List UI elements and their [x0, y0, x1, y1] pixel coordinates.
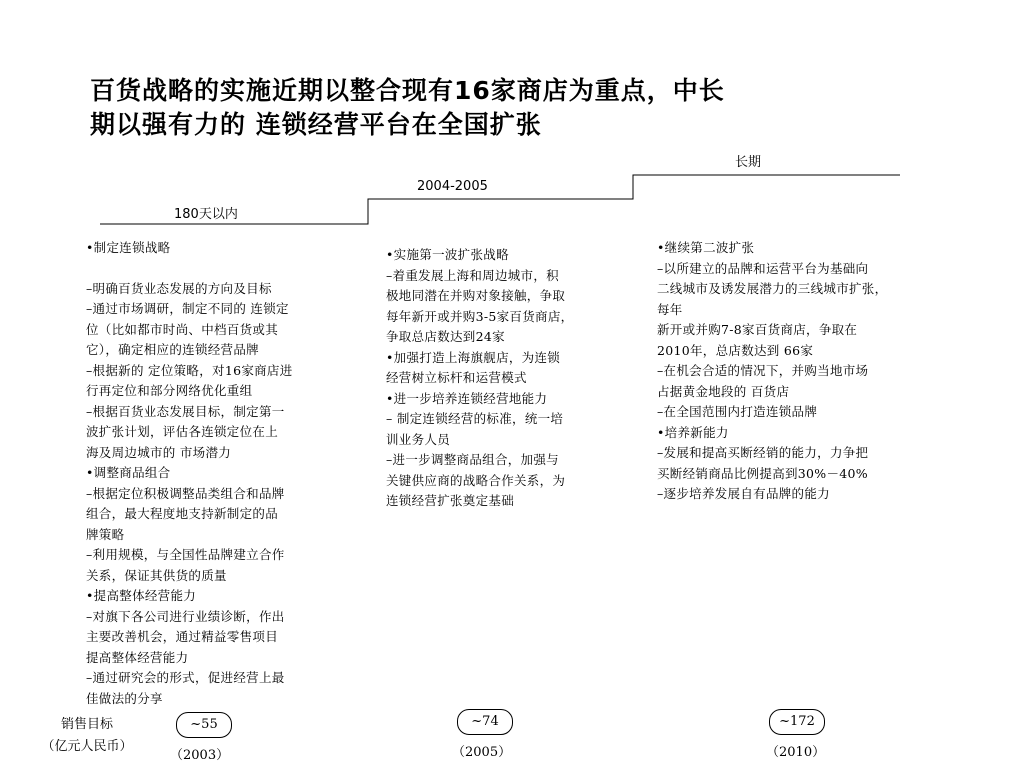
column-text-line: 占据黄金地段的 百货店 — [657, 383, 790, 399]
column-text-line: –进一步调整商品组合，加强与 — [386, 452, 559, 467]
column-text-line: 佳做法的分享 — [86, 690, 163, 706]
phase-label-near-term: 180天以内 — [174, 207, 238, 222]
column-text-line: 争取总店数达到24家 — [386, 329, 505, 344]
column-long-term — [657, 238, 977, 505]
spacer-line — [86, 259, 364, 279]
column-text-line: 牌策略 — [86, 526, 125, 542]
column-text-line: 海及周边城市的 市场潜力 — [86, 444, 232, 460]
column-text-line: •进一步培养连锁经营地能力 — [386, 390, 548, 406]
column-text-line: 关系，保证其供货的质量 — [86, 567, 227, 583]
column-text-line: 新开或并购7-8家百货商店，争取在 — [657, 322, 858, 337]
column-text-line: –根据百货业态发展目标，制定第一 — [86, 403, 285, 419]
column-text-line: 买断经销商品比例提高到30%－40% — [657, 465, 868, 481]
column-text-line: –利用规模，与全国性品牌建立合作 — [86, 547, 285, 562]
column-text-line: –着重发展上海和周边城市，积 — [386, 267, 559, 283]
column-text-line: 经营树立标杆和运营模式 — [386, 370, 527, 385]
title-line-2: 期以强有力的 连锁经营平台在全国扩张 — [90, 110, 542, 139]
sales-year-2010: （2010） — [766, 745, 826, 760]
column-text-line: –以所建立的品牌和运营平台为基础向 — [657, 260, 869, 276]
column-text-line: 行再定位和部分网络优化重组 — [86, 383, 253, 398]
title-line-1: 百货战略的实施近期以整合现有16家商店为重点，中长 — [90, 76, 725, 105]
column-text-line: 训业务人员 — [386, 431, 451, 447]
column-text-line: •继续第二波扩张 — [657, 240, 755, 255]
sales-target-label-line-2: （亿元人民币） — [41, 739, 133, 754]
column-text-line: –发展和提高买断经销的能力，力争把 — [657, 445, 869, 460]
column-mid-term — [386, 245, 638, 512]
column-text-line: •培养新能力 — [657, 424, 729, 440]
column-text-line: –对旗下各公司进行业绩诊断，作出 — [86, 608, 285, 624]
column-text-line: 每年新开或并购3-5家百货商店， — [386, 308, 574, 324]
column-text-line: 组合，最大程度地支持新制定的品 — [86, 506, 279, 521]
sales-target-label — [28, 714, 146, 758]
column-text-line: 极地同潜在并购对象接触，争取 — [386, 288, 566, 303]
column-text-line: –在机会合适的情况下，并购当地市场 — [657, 363, 869, 378]
column-text-line: –根据定位积极调整品类组合和品牌 — [86, 485, 285, 501]
column-text-line: –通过研究会的形式，促进经营上最 — [86, 670, 285, 685]
column-text-line: 位（比如都市时尚、中档百货或其 — [86, 321, 279, 337]
sales-target-2003: ~55 — [176, 712, 232, 738]
column-text-line: •制定连锁战略 — [86, 240, 171, 255]
column-text-line: 主要改善机会，通过精益零售项目 — [86, 629, 279, 644]
column-text-line: –逐步培养发展自有品牌的能力 — [657, 486, 830, 501]
column-text-line: 关键供应商的战略合作关系，为 — [386, 472, 566, 488]
sales-year-2005: （2005） — [452, 745, 512, 760]
phase-label-long-term: 长期 — [735, 155, 762, 170]
column-text-line: –通过市场调研，制定不同的 连锁定 — [86, 301, 289, 316]
column-text-line: –在全国范围内打造连锁品牌 — [657, 404, 818, 419]
sales-target-label-line-1: 销售目标 — [60, 717, 113, 732]
column-text-line: 二线城市及诱发展潜力的三线城市扩张， — [657, 281, 888, 296]
column-text-line: 提高整体经营能力 — [86, 649, 189, 665]
column-text-line: 它），确定相应的连锁经营品牌 — [86, 342, 259, 357]
column-text-line: –根据新的 定位策略，对16家商店进 — [86, 362, 293, 378]
sales-target-2010: ~172 — [769, 709, 825, 735]
column-text-line: 2010年，总店数达到 66家 — [657, 342, 814, 358]
column-text-line: •实施第一波扩张战略 — [386, 247, 509, 262]
page-title — [90, 74, 970, 142]
column-text-line: 每年 — [657, 301, 683, 317]
column-text-line: 波扩张计划，评估各连锁定位在上 — [86, 424, 279, 439]
column-text-line: 连锁经营扩张奠定基础 — [386, 493, 515, 508]
sales-year-2003: （2003） — [170, 748, 230, 763]
column-text-line: –明确百货业态发展的方向及目标 — [86, 280, 272, 296]
sales-target-2005: ~74 — [457, 709, 513, 735]
column-text-line: •加强打造上海旗舰店，为连锁 — [386, 349, 561, 365]
column-text-line: – 制定连锁经营的标准，统一培 — [386, 411, 564, 426]
column-text-line: •调整商品组合 — [86, 465, 171, 480]
phase-label-mid-term: 2004-2005 — [417, 179, 488, 194]
column-text-line: •提高整体经营能力 — [86, 588, 197, 603]
column-near-term — [86, 238, 364, 709]
